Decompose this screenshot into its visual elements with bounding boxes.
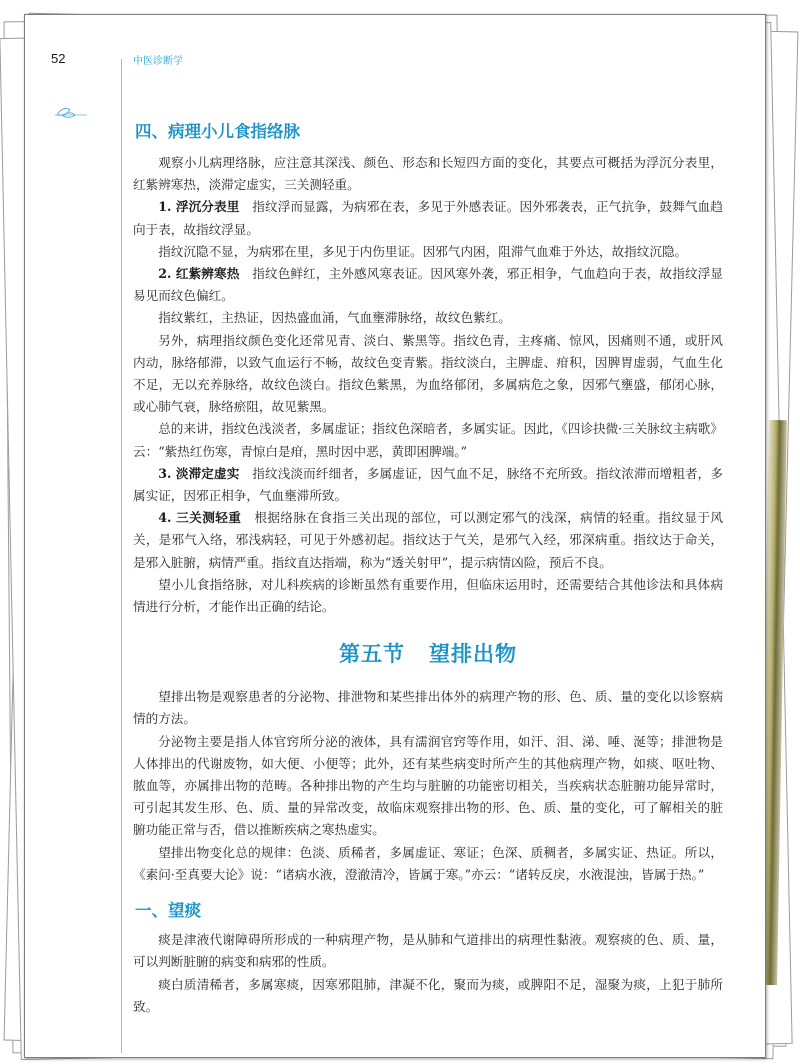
page-number: 52 bbox=[51, 51, 66, 66]
running-head: 中医诊断学 bbox=[133, 56, 183, 67]
subsection-heading: 四、病理小儿食指络脉 bbox=[135, 122, 300, 141]
paragraph: 痰白质清稀者，多属寒痰，因寒邪阻肺，津凝不化，聚而为痰，或脾阳不足，湿聚为痰，上犯于肺所致。 bbox=[133, 976, 723, 1014]
page-header bbox=[25, 45, 765, 73]
paragraph: 指纹紫红，主热证，因热盛血涌，气血壅滞脉络，故纹色紫红。 bbox=[158, 310, 511, 326]
item-text: 指纹色鲜红，主外感风寒表证。因风寒外袭，邪正相争，气血趋向于表，故指纹浮显易见而纹色偏红。 bbox=[133, 266, 724, 304]
paragraph: 总的来讲，指纹色浅淡者，多属虚证；指纹色深暗者，多属实证。因此，《四诊抉微·三关脉纹主病歌》云：“紫热红伤寒，青惊白是疳，黑时因中恶，黄即困脾端。” bbox=[133, 421, 723, 459]
paragraph: 另外，病理指纹颜色变化还常见青、淡白、紫黑等。指纹色青，主疼痛、惊风，因痛则不通，或肝风内动，脉络郁滞，以致气血运行不畅，故纹色变青紫。指纹淡白，主脾虚、疳积，因脾胃虚弱，气血生化不足，无以充养脉络，故纹色淡白。指纹色紫黑，为血络郁闭，多属病危之象，因邪气壅盛，郁闭心脉，或心肺气衰，脉络瘀阻，故见紫黑。 bbox=[133, 332, 723, 415]
paragraph: 指纹沉隐不显，为病邪在里，多见于内伤里证。因邪气内困，阻滞气血难于外达，故指纹沉隐。 bbox=[158, 243, 688, 259]
paragraph bbox=[133, 196, 723, 240]
item-text: 指纹浮而显露，为病邪在表，多见于外感表证。因外邪袭表，正气抗争，鼓舞气血趋向于表，故指纹浮显。 bbox=[133, 199, 724, 237]
paragraph bbox=[133, 263, 723, 307]
leaf-ornament-icon bbox=[53, 104, 103, 122]
page-content bbox=[133, 113, 723, 1018]
margin-rule bbox=[121, 59, 122, 1053]
paragraph bbox=[133, 463, 723, 507]
paragraph: 望小儿食指络脉，对儿科疾病的诊断虽然有重要作用，但临床运用时，还需要结合其他诊法和具体病情进行分析，才能作出正确的结论。 bbox=[133, 576, 723, 615]
section-name: 望排出物 bbox=[429, 642, 517, 667]
paragraph: 望排出物是观察患者的分泌物、排泄物和某些排出体外的病理产物的形、色、质、量的变化以诊察病情的方法。 bbox=[133, 689, 723, 727]
item-lead: 3. 淡滞定虚实 bbox=[158, 465, 240, 481]
section-label: 第五节 bbox=[339, 642, 405, 667]
paragraph: 分泌物主要是指人体官窍所分泌的液体，具有濡润官窍等作用，如汗、泪、涕、唾、涎等；排泄物是人体排出的代谢废物，如大便、小便等；此外，还有某些病变时所产生的其他病理产物，如痰、呕吐物、脓血等，亦属排出物的范畴。各种排出物的产生均与脏腑的功能密切相关，当疾病状态脏腑功能异常时，可引起其发生形、色、质、量的异常改变，故临床观察排出物的形、色、质、量的变化，可了解相关的脏腑功能正常与否，借以推断疾病之寒热虚实。 bbox=[133, 733, 723, 838]
item-text: 指纹浅淡而纤细者，多属虚证，因气血不足，脉络不充所致。指纹浓滞而增粗者，多属实证，因邪正相争，气血壅滞所致。 bbox=[133, 465, 724, 504]
paragraph: 望排出物变化总的规律：色淡、质稀者，多属虚证、寒证；色深、质稠者，多属实证、热证。所以，《素问·至真要大论》说：“诸病水液，澄澈清冷，皆属于寒。”亦云：“诸转反戾，水液混浊，皆属于热。” bbox=[133, 844, 723, 882]
subsection-heading: 一、望痰 bbox=[135, 901, 201, 921]
section-title bbox=[133, 638, 723, 668]
item-lead: 2. 红紫辨寒热 bbox=[158, 266, 240, 282]
book-page bbox=[24, 14, 766, 1058]
item-text: 根据络脉在食指三关出现的部位，可以测定邪气的浅深，病情的轻重。指纹显于风关，是邪气入络，邪浅病轻，可见于外感初起。指纹达于气关，是邪气入经，邪深病重。指纹达于命关，是邪入脏腑，病情严重。指纹直达指端，称为“透关射甲”，提示病情凶险，预后不良。 bbox=[133, 510, 723, 570]
item-lead: 4. 三关测轻重 bbox=[158, 510, 242, 526]
paragraph bbox=[133, 507, 723, 574]
paragraph: 痰是津液代谢障碍所形成的一种病理产物，是从肺和气道排出的病理性黏液。观察痰的色、质、量，可以判断脏腑的病变和病邪的性质。 bbox=[133, 932, 723, 970]
item-lead: 1. 浮沉分表里 bbox=[158, 199, 240, 215]
paragraph: 观察小儿病理络脉，应注意其深浅、颜色、形态和长短四方面的变化，其要点可概括为浮沉分表里，红紫辨寒热，淡滞定虚实，三关测轻重。 bbox=[133, 155, 723, 193]
